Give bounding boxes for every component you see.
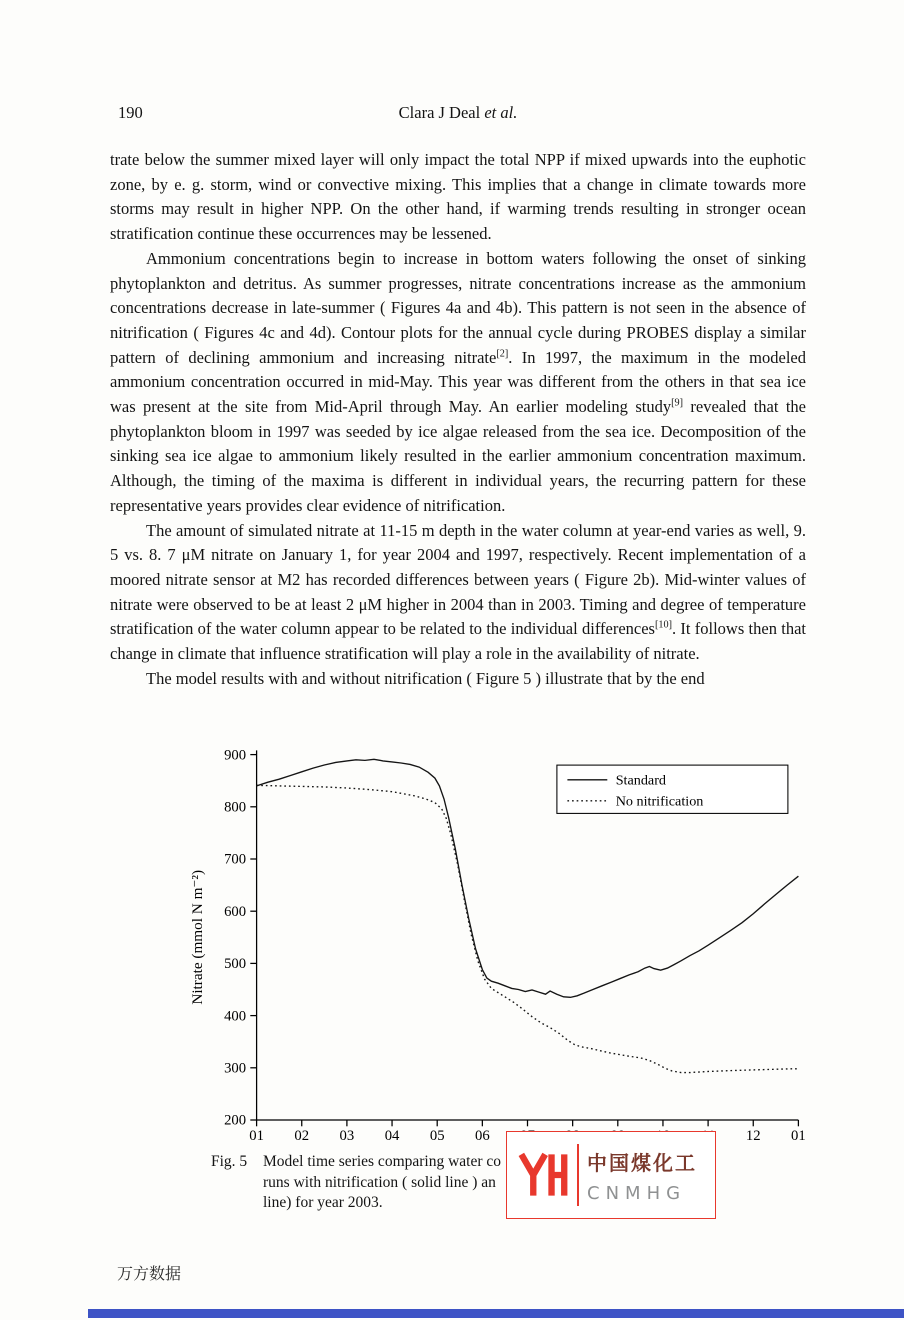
svg-text:03: 03 (339, 1127, 355, 1144)
paragraph-1: trate below the summer mixed layer will only impact the total NPP if mixed upwards into the euphotic zone, by e. g. storm, wind or convective mixing. This implies that a change in climate towards more storms may result in higher NPP. On the other hand, if warming trends resulting in stronger ocean stratification continue these occurrences may be lessened. (110, 150, 806, 244)
figure-label: Fig. 5 (211, 1153, 248, 1170)
page-number: 190 (118, 103, 143, 122)
svg-text:No nitrification: No nitrification (615, 793, 704, 810)
watermark-divider (577, 1144, 579, 1206)
svg-text:01: 01 (249, 1127, 264, 1144)
svg-text:700: 700 (224, 851, 247, 868)
svg-text:600: 600 (224, 903, 247, 920)
caption-line: Model time series comparing water co (263, 1153, 502, 1170)
svg-text:800: 800 (224, 799, 247, 816)
body-text (110, 148, 806, 746)
svg-text:400: 400 (224, 1008, 247, 1025)
watermark-text-block (587, 1147, 707, 1204)
cnmhg-watermark (506, 1131, 716, 1219)
svg-text:500: 500 (224, 956, 247, 973)
svg-text:06: 06 (475, 1127, 490, 1144)
running-head-author: Clara J Deal et al. (398, 103, 518, 122)
bottom-blue-bar (88, 1309, 904, 1318)
svg-text:01: 01 (791, 1127, 806, 1144)
paragraph-2: Ammonium concentrations begin to increase in bottom waters following the onset of sinking phytoplankton and detritus. As summer progresses, nitrate concentrations increase as the ammonium concentrations decrease in late-summer ( Figures 4a and 4b). This pattern is not seen in the absence of nitrification ( Figures 4c and 4d). Contour plots for the annual cycle during PROBES display a similar pattern of declining ammonium and increasing nitrate[2]. In 1997, the maximum in the modeled ammonium concentration occurred in mid-May. This year was different from the others in that sea ice was present at the site from Mid-April through May. An earlier modeling study[9] revealed that the phytoplankton bloom in 1997 was seeded by ice algae released from the sea ice. Decomposition of the sinking sea ice algae to ammonium likely resulted in the earlier ammonium concentration maximum. Although, the timing of the maxima is different in individual years, the recurring pattern for these representative years provides clear evidence of nitrification. (110, 248, 806, 515)
cnmhg-logo-icon (515, 1144, 569, 1206)
svg-text:Nitrate (mmol N m⁻²): Nitrate (mmol N m⁻²) (189, 869, 206, 1005)
svg-text:300: 300 (224, 1060, 247, 1077)
svg-text:200: 200 (224, 1112, 247, 1129)
caption-line: line) for year 2003. (263, 1194, 383, 1211)
svg-text:Standard: Standard (615, 772, 667, 789)
page-header (110, 103, 806, 123)
svg-text:05: 05 (429, 1127, 445, 1144)
caption-line: runs with nitrification ( solid line ) an (263, 1173, 496, 1191)
svg-text:900: 900 (224, 747, 247, 764)
figure5-chart (181, 742, 811, 1162)
wanfang-watermark: 万方数据 (117, 1266, 182, 1283)
paragraph-4: The model results with and without nitrification ( Figure 5 ) illustrate that by the end (146, 668, 705, 688)
svg-text:12: 12 (745, 1127, 761, 1144)
watermark-chinese-text: 中国煤化工 (587, 1152, 697, 1175)
svg-text:02: 02 (294, 1127, 310, 1144)
watermark-latin-text: CNMHG (587, 1182, 687, 1204)
svg-text:04: 04 (384, 1127, 400, 1144)
paragraph-3: The amount of simulated nitrate at 11-15 m depth in the water column at year-end varies as well, 9. 5 vs. 8. 7 μM nitrate on January 1, for year 2004 and 1997, respectively. Recent implementation of a moored nitrate sensor at M2 has recorded differences between years ( Figure 2b). Mid-winter values of nitrate were observed to be at least 2 μM higher in 2004 than in 2003. Timing and degree of temperature stratification of the water column appear to be related to the individual differences[10]. It follows then that change in climate that influence stratification will play a role in the availability of nitrate. (110, 520, 806, 664)
